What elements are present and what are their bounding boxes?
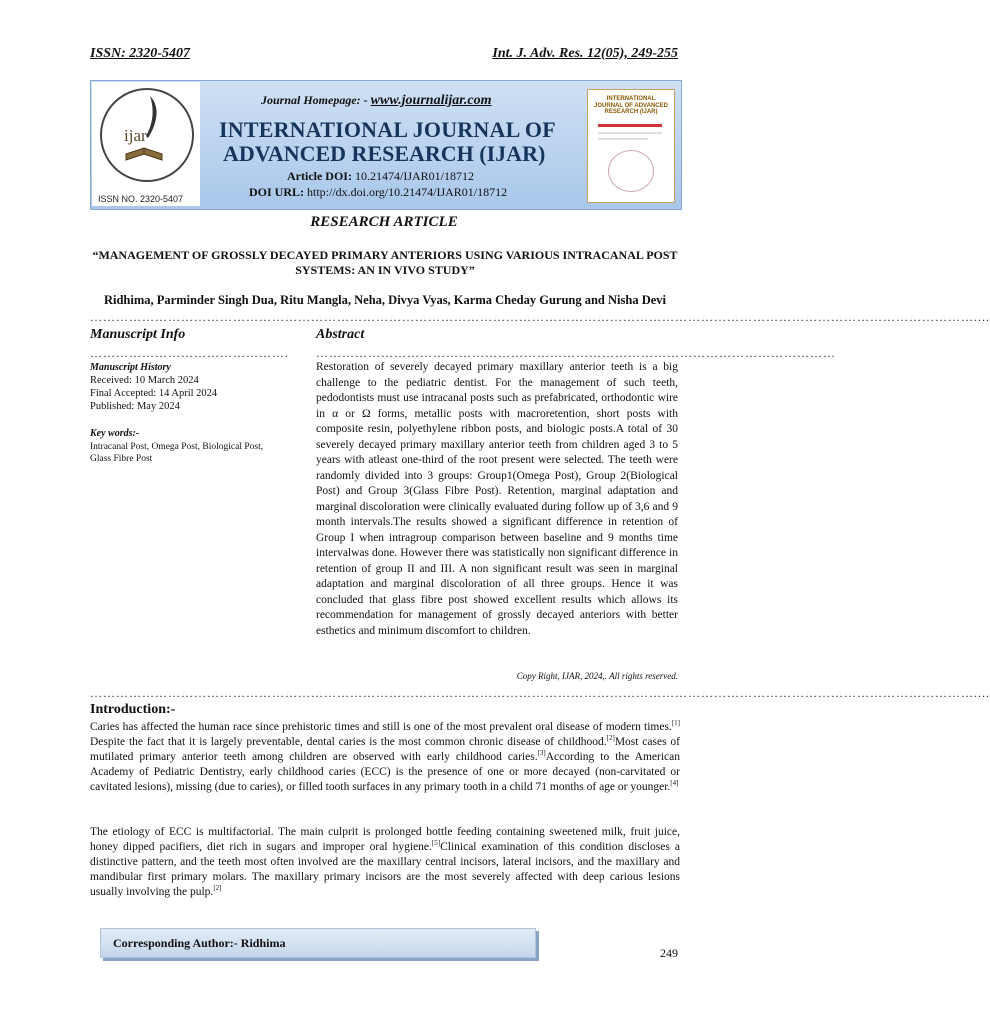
keywords-list: Intracanal Post, Omega Post, Biological Post, Glass Fibre Post [90,442,264,464]
dotted-divider: ………………………………………. [90,346,289,360]
manuscript-info-heading: Manuscript Info [90,327,186,342]
copyright-notice: Copy Right, IJAR, 2024,. All rights reserved. [516,671,678,681]
article-title: “MANAGEMENT OF GROSSLY DECAYED PRIMARY ANTERIORS USING VARIOUS INTRACANAL POST SYSTEMS: AN IN VIVO STUDY” [92,248,678,277]
cover-line [598,138,648,140]
doi-label: Article DOI: [287,169,352,183]
cover-emblem [608,150,654,192]
journal-homepage [261,93,492,109]
manuscript-history-title: Manuscript History [90,362,171,373]
citation-marker: [3] [537,749,546,758]
logo-wordmark: ijar [124,126,147,145]
logo-issn: ISSN NO. 2320-5407 [98,194,184,204]
abstract-text: Restoration of severely decayed primary maxillary anterior teeth is a big challenge to the pediatric dentist. For the management of such teeth, pedodontists must use intracanal posts such as prefabricated, orthodontic wire in α or Ω forms, metallic posts with macroretention, short posts with composite resin, polyethylene ribbon posts, and biologic posts.A total of 30 severely decayed primary maxillary anterior teeth from children aged 3 to 5 years with atleast one-third of the root present were selected. The teeth were randomly divided into 3 groups: Group1(Omega Post), Group 2(Biological Post) and Group 3(Glass Fibre Post). Retention, marginal adaptation and marginal discoloration were clinically evaluated during follow up of 3,6 and 9 month intervals.The results showed a significant difference in retention of Group I when intragroup comparison between baseline and 9 months time intervalwas done. However there was statistically non significant difference in retention of group II and III. A non significant result was seen in marginal adaptation and marginal discoloration of all three groups. Hence it was concluded that glass fibre post showed excellent results which allows its recommendation for management of grossly decayed anteriors with better esthetics and minimum discomfort to children. [316,361,678,637]
doi-url-link[interactable]: http://dx.doi.org/10.21474/IJAR01/18712 [307,185,508,199]
dotted-divider: …………………………………………………………………………………………………………………………………………………………………………………….... [90,686,990,700]
author-list: Ridhima, Parminder Singh Dua, Ritu Mangla, Neha, Divya Vyas, Karma Cheday Gurung and Nisha Devi [103,293,666,307]
journal-title-line-1: INTERNATIONAL JOURNAL OF [219,117,556,142]
running-header-citation: Int. J. Adv. Res. 12(05), 249-255 [492,46,678,61]
article-doi [287,169,474,184]
citation-marker: [4] [670,779,679,788]
citation-marker: [1] [671,719,680,728]
received-date: Received: 10 March 2024 [90,375,199,386]
citation-marker: [2] [606,734,615,743]
cover-rule [598,124,662,127]
citation-marker: [5] [431,839,441,848]
intro-paragraph-2: The etiology of ECC is multifactorial. The main culprit is prolonged bottle feeding containing sweetened milk, fruit juice, honey dipped pacifiers, diet rich in sugars and improper oral hygiene.[5]Clinical examination of this condition discloses a distinctive pattern, and the teeth most often involved are the maxillary central incisors, lateral incisors, and the maxillary and mandibular first primary molars. The maxillary primary incisors are the most severely affected with deep carious lesions usually involving the pulp.[2] [90,826,681,898]
journal-banner [90,80,682,210]
cover-line [598,132,662,134]
corresponding-author-box [100,928,536,958]
journal-title-line-2: ADVANCED RESEARCH (IJAR) [223,141,546,166]
published-date: Published: May 2024 [90,401,180,412]
dotted-divider: ………………………………………………………………………………………………………… [316,346,836,360]
homepage-link[interactable]: www.journalijar.com [370,93,492,108]
doi-url [249,185,507,200]
homepage-label: Journal Homepage: - [261,93,368,107]
abstract-heading: Abstract [316,327,365,342]
doi-value: 10.21474/IJAR01/18712 [354,169,474,183]
logo-emblem [100,88,194,182]
journal-cover-thumbnail [587,89,675,203]
cover-title: INTERNATIONAL JOURNAL OF ADVANCED RESEARCH (IJAR) [594,96,668,116]
page-number: 249 [660,946,678,960]
corresponding-author: Corresponding Author:- Ridhima [113,936,286,950]
running-header-issn: ISSN: 2320-5407 [90,46,190,61]
doi-url-label: DOI URL: [249,185,305,199]
dotted-divider: …………………………………………………………………………………………………………………………………………………………………………………….... [90,310,990,324]
intro-paragraph-1: Caries has affected the human race since prehistoric times and still is one of the most prevalent oral disease of modern times.[1] Despite the fact that it is largely preventable, dental caries is the most common chronic disease of childhood.[2]Most cases of mutilated primary anterior teeth among children are observed with early childhood caries.[3]According to the American Academy of Pediatric Dentistry, early childhood caries (ECC) is the presence of one or more decayed (non-carvitated or cavitated lesions), missing (due to caries), or filled tooth surfaces in any primary tooth in a child 71 months of age or younger.[4] [90,719,680,793]
citation-marker: [2] [213,884,222,893]
article-type: RESEARCH ARTICLE [310,214,458,230]
keywords-title: Key words:- [90,428,140,439]
journal-logo [92,82,200,206]
accepted-date: Final Accepted: 14 April 2024 [90,388,218,399]
introduction-heading: Introduction:- [90,702,176,717]
